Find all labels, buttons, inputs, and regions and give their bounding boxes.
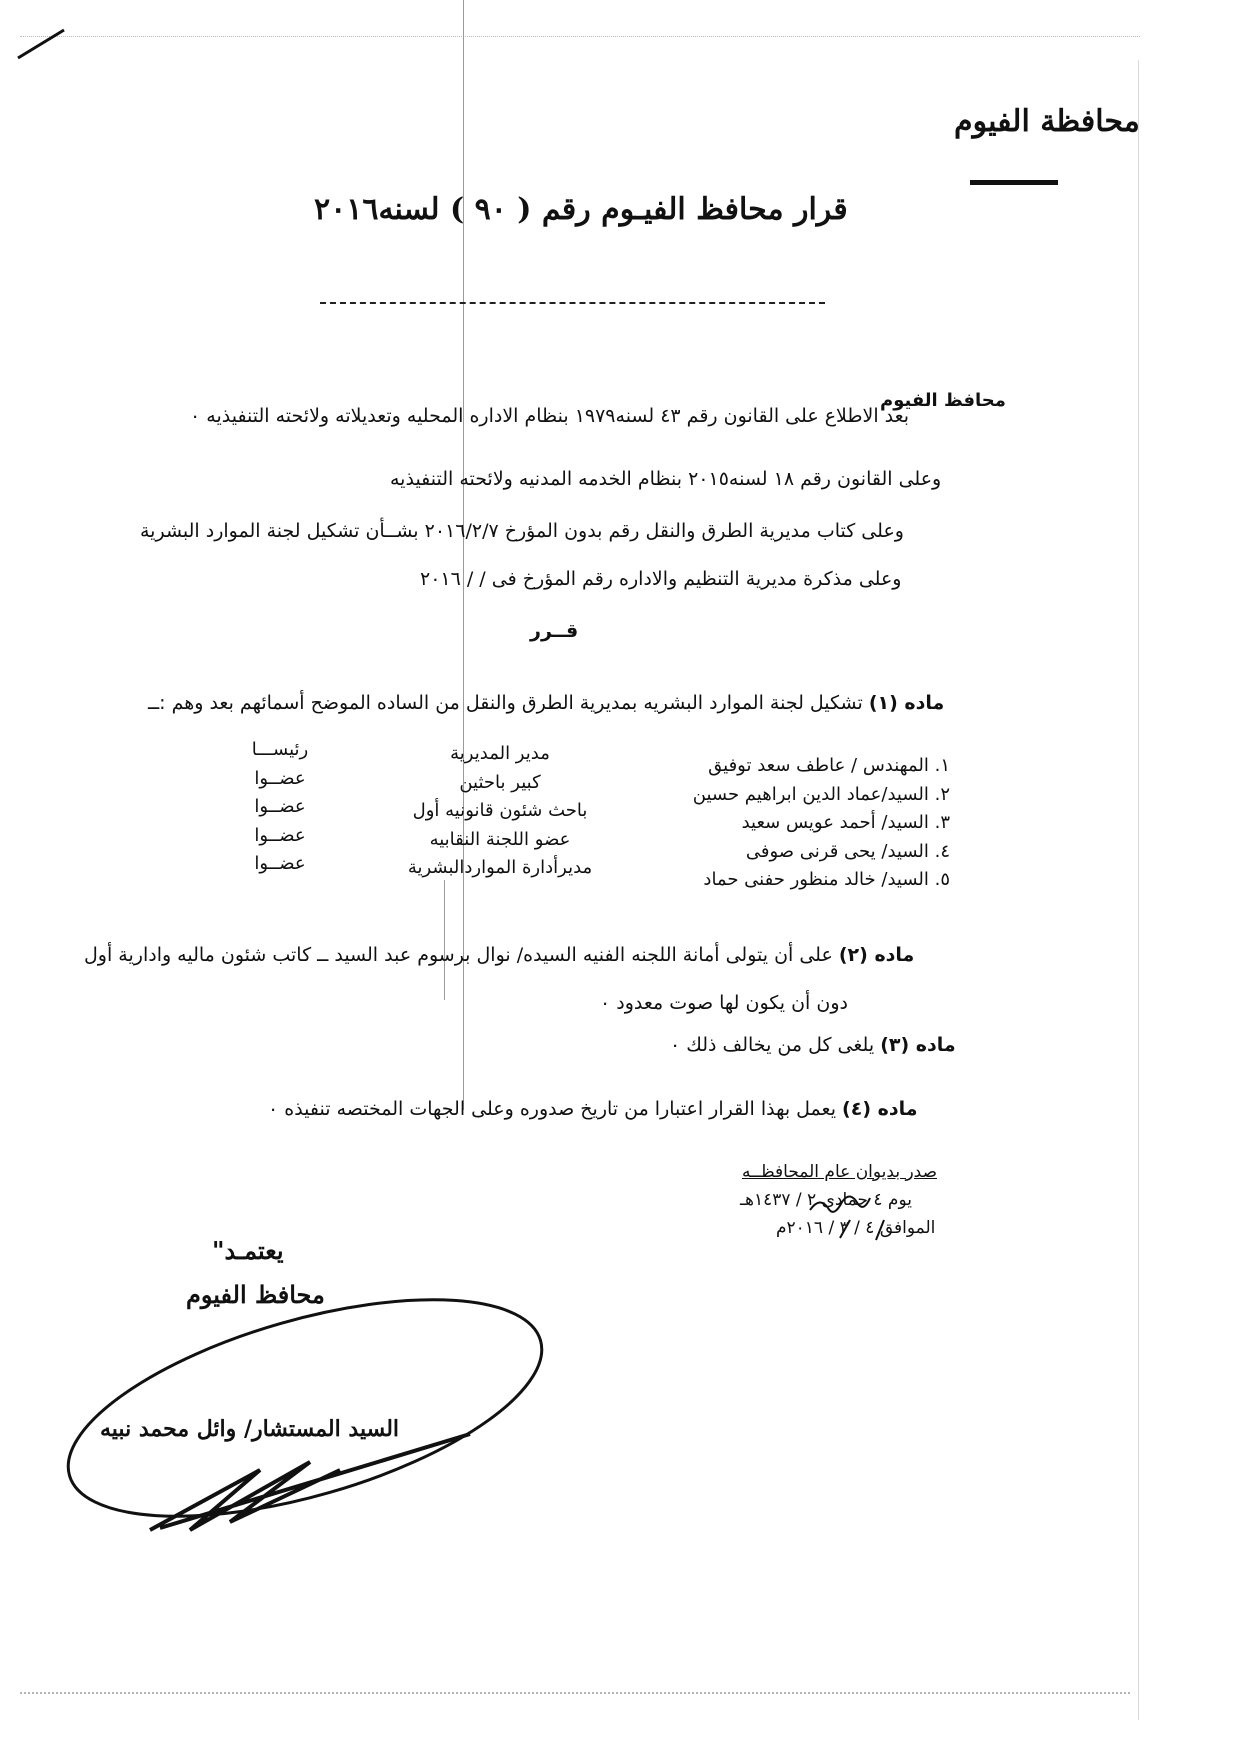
member-role: عضــوا bbox=[254, 853, 306, 874]
member-position: عضو اللجنة النقابيه bbox=[429, 828, 571, 850]
decides-heading: قــرر bbox=[530, 620, 579, 642]
signatory-name: السيد المستشار/ وائل محمد نبيه bbox=[100, 1416, 400, 1442]
article-4-text: يعمل بهذا القرار اعتبارا من تاريخ صدوره وعلى الجهات المختصه تنفيذه ٠ bbox=[268, 1098, 836, 1120]
article-3-label: ماده (٣) bbox=[880, 1034, 956, 1056]
article-4 bbox=[268, 1098, 918, 1120]
article-1-text: تشكيل لجنة الموارد البشريه بمديرية الطرق والنقل من الساده الموضح أسمائهم بعد وهم :ــ bbox=[148, 692, 863, 714]
member-role: رئيســـا bbox=[251, 739, 309, 760]
issued-hijri-date: يوم ٤ جمادى ٢ / ١٤٣٧هـ bbox=[740, 1190, 912, 1210]
members-positions-column bbox=[395, 740, 605, 883]
preamble-line-1: بعد الاطلاع على القانون رقم ٤٣ لسنه١٩٧٩ بنظام الاداره المحليه وتعديلاته ولائحته التنفيذيه ٠ bbox=[190, 405, 910, 427]
preamble-line-2: وعلى القانون رقم ١٨ لسنه٢٠١٥ بنظام الخدمه المدنيه ولائحته التنفيذيه bbox=[390, 468, 942, 490]
article-1-label: ماده (١) bbox=[868, 692, 945, 714]
preamble-line-3: وعلى كتاب مديرية الطرق والنقل رقم بدون المؤرخ ٢٠١٦/٢/٧ بشــأن تشكيل لجنة الموارد البشرية bbox=[140, 520, 904, 542]
article-2-label: ماده (٢) bbox=[838, 944, 915, 966]
article-3 bbox=[670, 1034, 956, 1056]
member-name: ١. المهندس / عاطف سعد توفيق bbox=[708, 755, 950, 776]
article-4-label: ماده (٤) bbox=[842, 1098, 918, 1120]
member-role: عضــوا bbox=[254, 796, 306, 817]
member-name: ٤. السيد/ يحى قرنى صوفى bbox=[745, 840, 950, 862]
governorate-heading: محافظة الفيوم bbox=[954, 104, 1140, 139]
member-position: باحث شئون قانونيه أول bbox=[412, 800, 588, 821]
signatory-title: محافظ الفيوم bbox=[186, 1280, 325, 1309]
decree-title: قرار محافظ الفيـوم رقم ( ٩٠ ) لسنه٢٠١٦ bbox=[314, 192, 848, 227]
article-2 bbox=[84, 944, 914, 966]
member-position: مدير المديرية bbox=[450, 743, 550, 764]
member-name: ٥. السيد/ خالد منظور حفنى حماد bbox=[703, 869, 950, 890]
member-name: ٢. السيد/عماد الدين ابراهيم حسين bbox=[692, 783, 950, 805]
article-2-text: على أن يتولى أمانة اللجنه الفنيه السيده/ نوال برسوم عبد السيد ــ كاتب شئون ماليه وادارية أول bbox=[84, 944, 833, 966]
article-3-text: يلغى كل من يخالف ذلك ٠ bbox=[670, 1034, 875, 1056]
signature-strokes bbox=[150, 1434, 470, 1530]
heading-underline bbox=[970, 180, 1058, 185]
member-position: كبير باحثين bbox=[459, 771, 541, 793]
approval-label: يعتمـد" bbox=[212, 1236, 284, 1265]
issued-gregorian-date: الموافق ٤ / ٣ / ٢٠١٦م bbox=[776, 1218, 936, 1238]
article-2-continuation: دون أن يكون لها صوت معدود ٠ bbox=[600, 992, 848, 1014]
article-1 bbox=[148, 692, 944, 714]
member-role: عضــوا bbox=[254, 824, 306, 846]
issuer-line: محافظ الفيوم bbox=[880, 390, 1006, 411]
corner-pen-stroke bbox=[18, 30, 64, 58]
preamble-line-4: وعلى مذكرة مديرية التنظيم والاداره رقم المؤرخ فى / / ٢٠١٦ bbox=[420, 568, 902, 590]
member-name: ٣. السيد/ أحمد عويس سعيد bbox=[741, 812, 950, 833]
members-names-column bbox=[660, 752, 950, 895]
members-roles-column bbox=[225, 736, 335, 879]
member-role: عضــوا bbox=[254, 767, 306, 789]
issued-place: صدر بديوان عام المحافظــه bbox=[742, 1162, 938, 1182]
title-separator bbox=[320, 302, 825, 304]
member-position: مديرأدارة المواردالبشرية bbox=[407, 857, 593, 878]
